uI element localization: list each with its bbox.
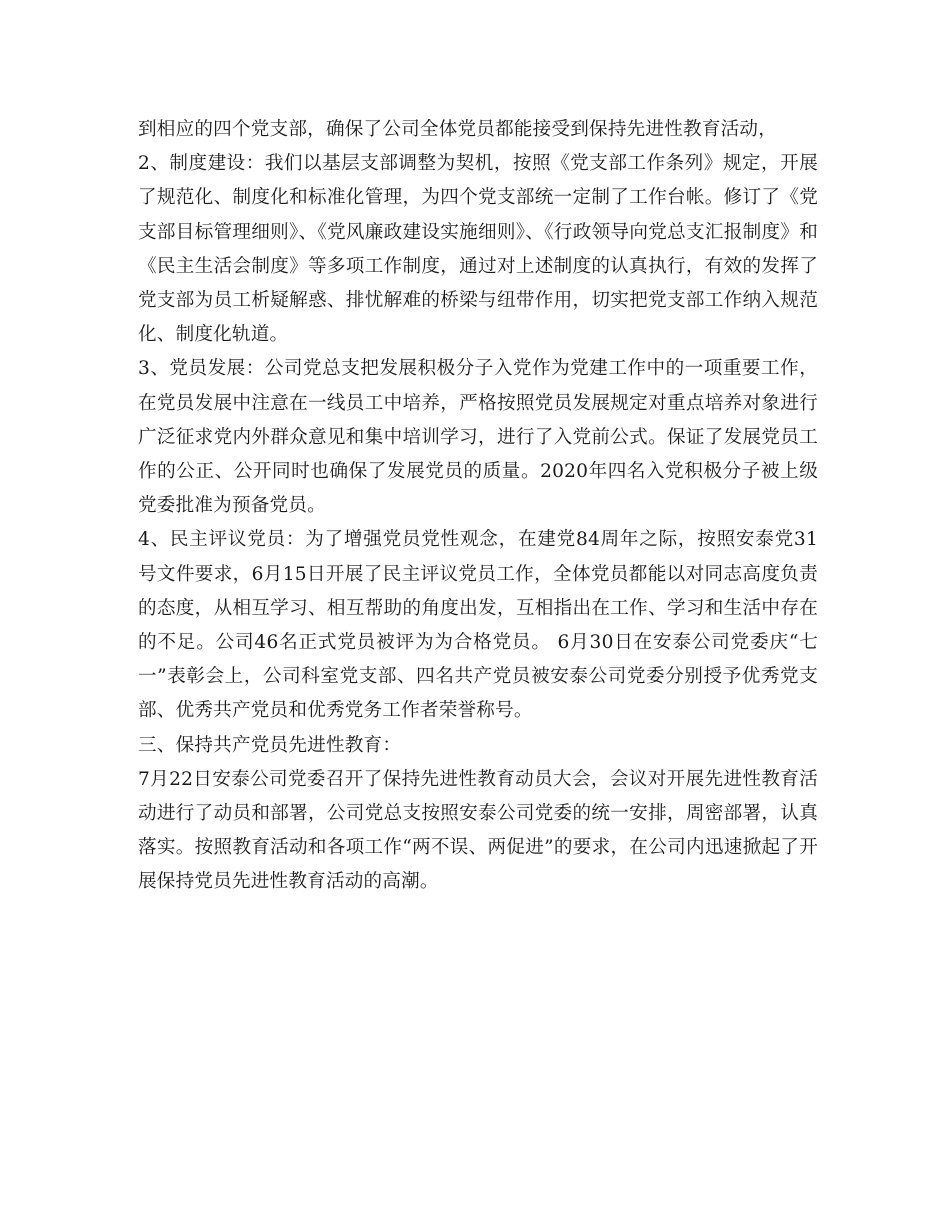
section-heading-advanced-education: 三、保持共产党员先进性教育： bbox=[138, 734, 402, 756]
document-body bbox=[138, 113, 818, 900]
paragraph-mobilization-meeting: 7月22日安泰公司党委召开了保持先进性教育动员大会，会议对开展先进性教育活动进行了动员和部署，公司党总支按照安泰公司党委的统一安排，周密部署，认真落实。按照教育活动和各项工作“两不误、两促进”的要求，在公司内迅速掀起了开展保持党员先进性教育活动的高潮。 bbox=[138, 768, 818, 893]
paragraph-member-development: 3、党员发展：公司党总支把发展积极分子入党作为党建工作中的一项重要工作，在党员发展中注意在一线员工中培养，严格按照党员发展规定对重点培养对象进行广泛征求党内外群众意见和集中培训学习，进行了入党前公式。保证了发展党员工作的公正、公开同时也确保了发展党员的质量。2020年四名入党积极分子被上级党委批准为预备党员。 bbox=[138, 358, 818, 517]
paragraph-system-building: 2、制度建设：我们以基层支部调整为契机，按照《党支部工作条列》规定，开展了规范化、制度化和标准化管理，为四个党支部统一定制了工作台帐。修订了《党支部目标管理细则》、《党风廉政建设实施细则》、《行政领导向党总支汇报制度》和《民主生活会制度》等多项工作制度，通过对上述制度的认真执行，有效的发挥了党支部为员工析疑解惑、排忧解难的桥梁与纽带作用，切实把党支部工作纳入规范化、制度化轨道。 bbox=[138, 153, 818, 346]
paragraph-continuation: 到相应的四个党支部，确保了公司全体党员都能接受到保持先进性教育活动， bbox=[138, 119, 777, 140]
paragraph-democratic-evaluation: 4、民主评议党员：为了增强党员党性观念，在建党84周年之际，按照安泰党31号文件要求，6月15日开展了民主评议党员工作，全体党员都能以对同志高度负责的态度，从相互学习、相互帮助的角度出发，互相指出在工作、学习和生活中存在的不足。公司46名正式党员被评为为合格党员。 6月30日在安泰公司党委庆“七一”表彰会上，公司科室党支部、四名共产党员被安泰公司党委分别授予优秀党支部、优秀共产党员和优秀党务工作者荣誉称号。 bbox=[138, 529, 818, 722]
